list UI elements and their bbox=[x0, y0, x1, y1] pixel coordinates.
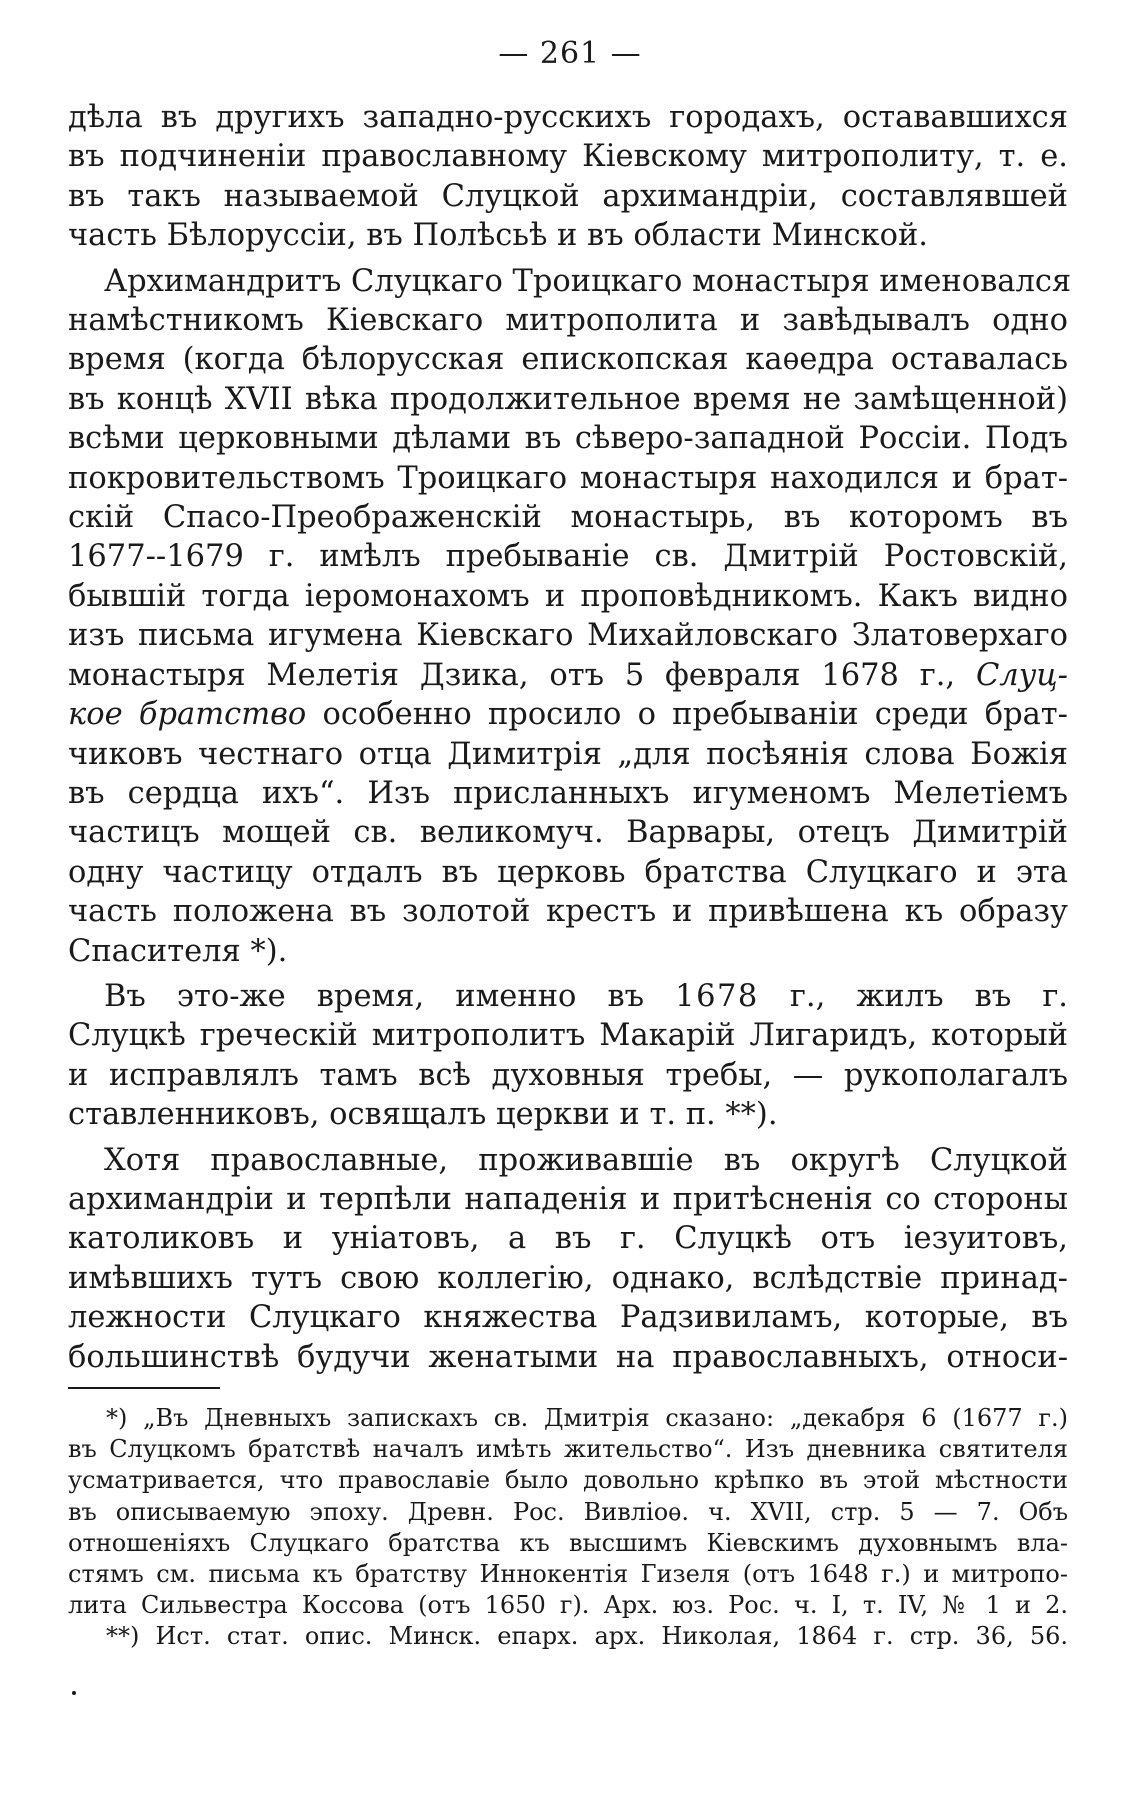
paragraph-4 bbox=[68, 1141, 1068, 1377]
text-line: время (когда бѣлорусская епископская каѳедра оставалась bbox=[68, 342, 1068, 378]
text-line: имѣвшихъ тутъ свою коллегію, однако, вслѣдствіе принад- bbox=[68, 1260, 1068, 1296]
footnote-line: стямъ см. письма къ братству Иннокентія Гизеля (отъ 1648 г.) и митропо- bbox=[68, 1560, 1068, 1589]
text-line: ставленниковъ, освящалъ церкви и т. п. **). bbox=[68, 1097, 778, 1133]
footnote-separator bbox=[68, 1387, 220, 1389]
text-line-with-italic bbox=[68, 656, 1068, 695]
text-line: 1677--1679 г. имѣлъ пребываніе св. Дмитрій Ростовскій, bbox=[68, 539, 1068, 575]
text-line: и исправлялъ тамъ всѣ духовныя требы, — рукополагалъ bbox=[68, 1057, 1068, 1093]
footnote-1 bbox=[68, 1403, 1068, 1621]
text-line: Спасителя *). bbox=[68, 933, 288, 969]
paragraph-3 bbox=[68, 977, 1068, 1135]
text-line: Хотя православные, проживавшіе въ округѣ Слуцкой bbox=[104, 1142, 1068, 1178]
text-line: Архимандритъ Слуцкаго Троицкаго монастыря именовался bbox=[104, 263, 1072, 299]
text-line: всѣми церковными дѣлами въ сѣверо-западной Россіи. Подъ bbox=[68, 421, 1068, 457]
footnote-line: въ описываемую эпоху. Древн. Рос. Вивліоѳ. ч. XVII, стр. 5 — 7. Объ bbox=[68, 1497, 1068, 1526]
page-number: — 261 — bbox=[498, 36, 642, 71]
text-line: архимандріи и терпѣли нападенія и притѣсненія со стороны bbox=[68, 1181, 1068, 1217]
text-segment: особенно просило о пребываніи среди брат- bbox=[322, 697, 1068, 733]
paragraph-1 bbox=[68, 98, 1068, 256]
text-line: католиковъ и уніатовъ, а въ г. Слуцкѣ отъ іезуитовъ, bbox=[68, 1221, 1068, 1257]
text-line: изъ письма игумена Кіевскаго Михайловскаго Златоверхаго bbox=[68, 618, 1068, 654]
text-line: въ такъ называемой Слуцкой архимандріи, составлявшей bbox=[68, 178, 1068, 214]
text-line: чиковъ честнаго отца Димитрія „для посѣянія слова Божія bbox=[68, 736, 1068, 772]
text-line: часть положена въ золотой крестъ и привѣшена къ образу bbox=[68, 894, 1068, 930]
footnote-line: усматривается, что православіе было довольно крѣпко въ этой мѣстности bbox=[68, 1466, 1068, 1495]
text-line-with-italic bbox=[68, 695, 1068, 734]
italic-emphasis: кое братство bbox=[68, 697, 307, 733]
text-segment: Въ это-же время, именно въ bbox=[104, 978, 645, 1014]
text-line: большинствѣ будучи женатыми на православныхъ, относи- bbox=[68, 1339, 1068, 1375]
text-segment: монастыря Мелетія Дзика, отъ 5 февраля 1678 г., bbox=[68, 657, 956, 693]
italic-emphasis: Слуц- bbox=[975, 657, 1068, 693]
footnote-line: *) „Въ Дневныхъ запискахъ св. Дмитрія сказано: „декабря 6 (1677 г.) bbox=[106, 1404, 1068, 1432]
text-line: лежности Слуцкаго княжества Радзивиламъ, которые, въ bbox=[68, 1300, 1068, 1336]
text-line bbox=[68, 977, 1068, 1016]
text-line: въ сердца ихъ“. Изъ присланныхъ игуменомъ Мелетіемъ bbox=[68, 775, 1068, 811]
text-line: часть Бѣлоруссіи, въ Полѣсьѣ и въ области Минской. bbox=[68, 218, 929, 254]
spaced-year: 1678 bbox=[675, 978, 759, 1014]
text-line: покровительствомъ Троицкаго монастыря находился и брат- bbox=[68, 460, 1068, 496]
text-line: скій Спасо-Преображенскій монастырь, въ которомъ въ bbox=[68, 500, 1068, 536]
text-line: одну частицу отдалъ въ церковь братства Слуцкаго и эта bbox=[68, 854, 1068, 890]
text-line: дѣла въ другихъ западно-русскихъ городахъ, остававшихся bbox=[68, 100, 1068, 135]
stray-print-mark bbox=[72, 1691, 76, 1695]
footnote-line: отношеніяхъ Слуцкаго братства къ высшимъ Кіевскимъ духовнымъ вла- bbox=[68, 1528, 1068, 1557]
text-line: въ концѣ XVII вѣка продолжительное время не замѣщенной) bbox=[68, 381, 1068, 417]
text-line: частицъ мощей св. великомуч. Варвары, отецъ Димитрій bbox=[68, 815, 1068, 851]
footnote-2 bbox=[68, 1621, 1068, 1652]
body-text bbox=[68, 98, 1072, 1377]
footnote-line: лита Сильвестра Коссова (отъ 1650 г). Арх. юз. Рос. ч. I, т. IV, № 1 и 2. bbox=[68, 1591, 1068, 1620]
text-line: бывшій тогда іеромонахомъ и проповѣдникомъ. Какъ видно bbox=[68, 578, 1068, 614]
footnote-line: **) Ист. стат. опис. Минск. епарх. арх. Николая, 1864 г. стр. 36, 56. bbox=[106, 1622, 1068, 1651]
text-segment: г., жилъ въ г. bbox=[789, 978, 1068, 1014]
paragraph-2 bbox=[68, 262, 1072, 971]
text-line: въ подчиненіи православному Кіевскому митрополиту, т. е. bbox=[68, 139, 1068, 175]
text-line: намѣстникомъ Кіевскаго митрополита и завѣдывалъ одно bbox=[68, 303, 1068, 339]
footnote-line: въ Слуцкомъ братствѣ началъ имѣть жительство“. Изъ дневника святителя bbox=[68, 1435, 1068, 1464]
footnotes bbox=[68, 1403, 1068, 1653]
text-line: Слуцкѣ греческій митрополитъ Макарій Лигаридъ, который bbox=[68, 1018, 1068, 1054]
